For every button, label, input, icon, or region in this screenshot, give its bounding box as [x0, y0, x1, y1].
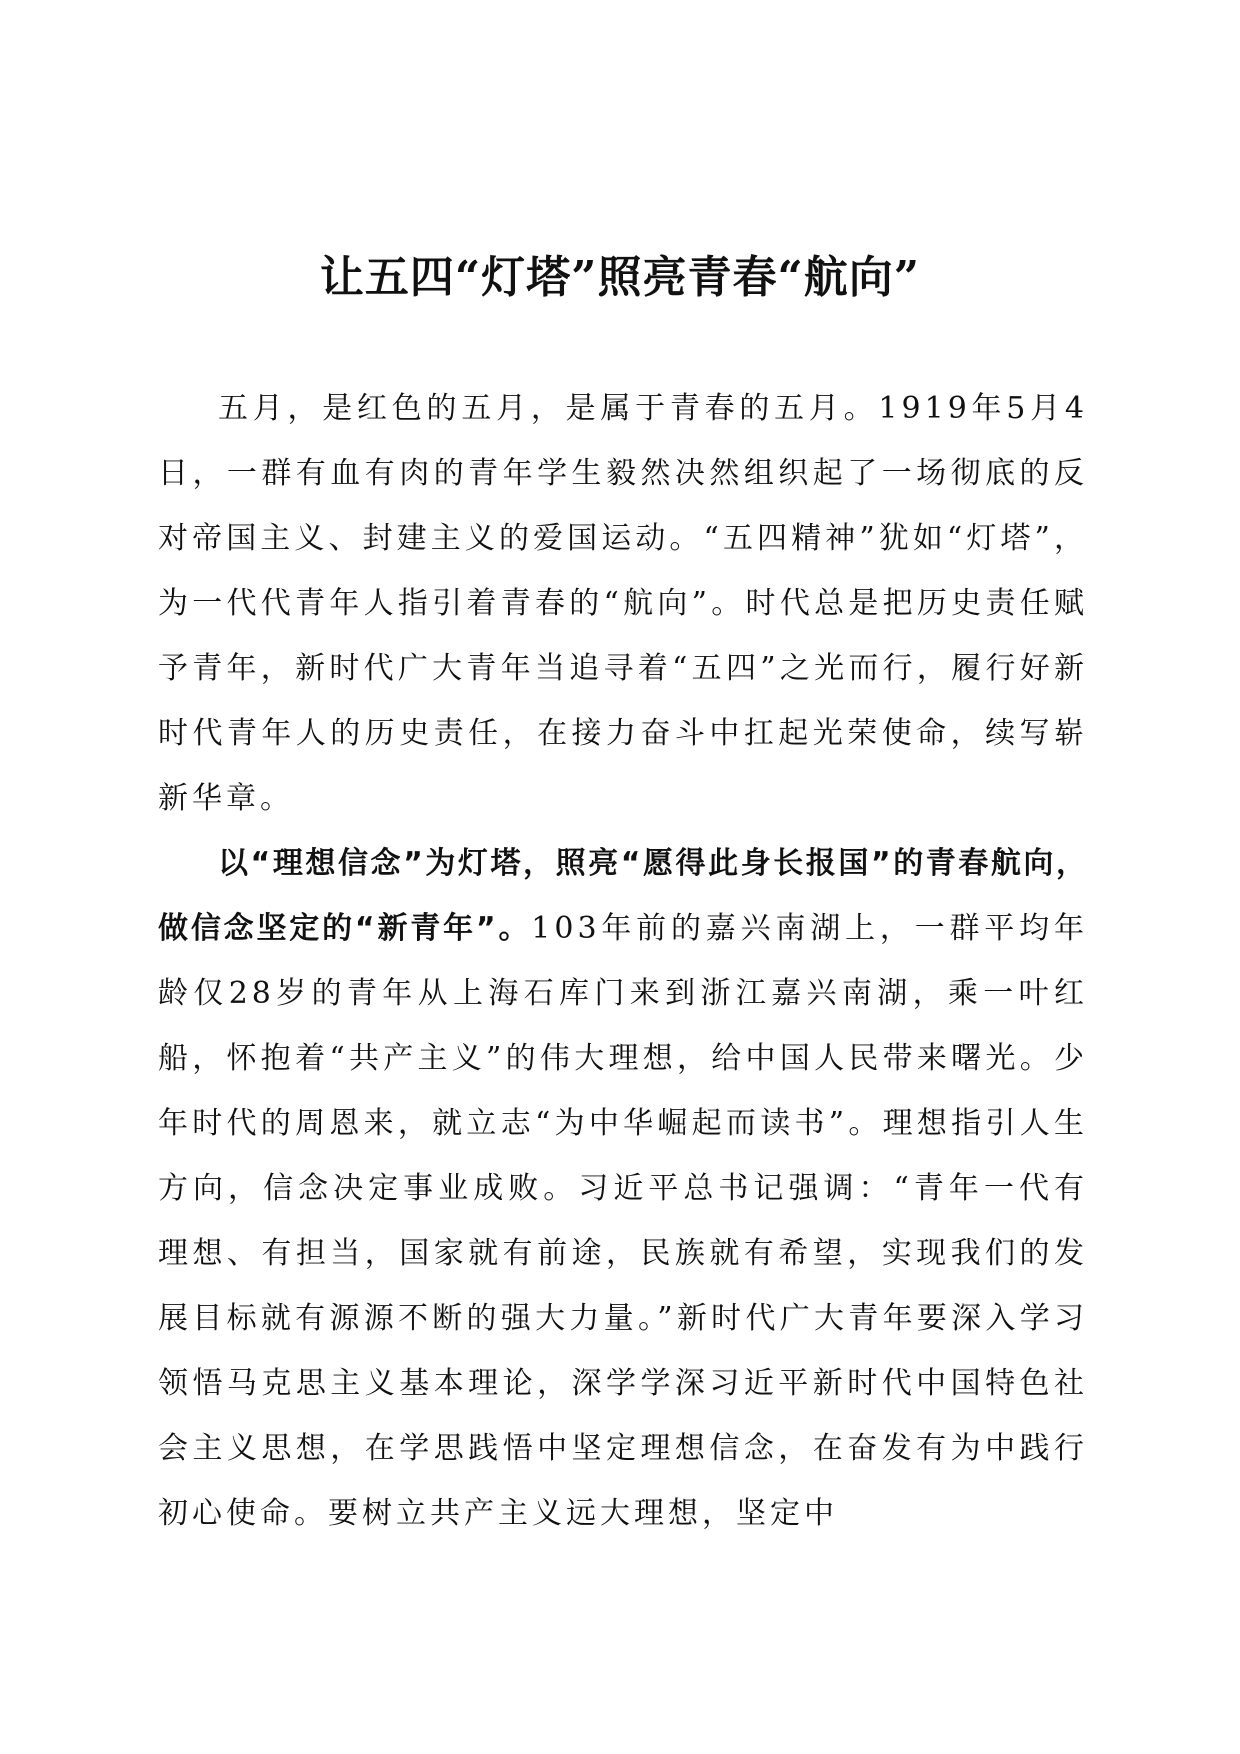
paragraph-1-text: 五月，是红色的五月，是属于青春的五月。1919年5月4日，一群有血有肉的青年学生毅然决然组织起了一场彻底的反对帝国主义、封建主义的爱国运动。“五四精神”犹如“灯塔”，为一代代青年人指引着青春的“航向”。时代总是把历史责任赋予青年，新时代广大青年当追寻着“五四”之光而行，履行好新时代青年人的历史责任，在接力奋斗中扛起光荣使命，续写崭新华章。: [158, 391, 1088, 816]
paragraph-2: [158, 831, 1088, 1546]
paragraph-2-text: 103年前的嘉兴南湖上，一群平均年龄仅28岁的青年从上海石库门来到浙江嘉兴南湖，乘一叶红船，怀抱着“共产主义”的伟大理想，给中国人民带来曙光。少年时代的周恩来，就立志“为中华崛起而读书”。理想指引人生方向，信念决定事业成败。习近平总书记强调：“青年一代有理想、有担当，国家就有前途，民族就有希望，实现我们的发展目标就有源源不断的强大力量。”新时代广大青年要深入学习领悟马克思主义基本理论，深学学深习近平新时代中国特色社会主义思想，在学思践悟中坚定理想信念，在奋发有为中践行初心使命。要树立共产主义远大理想，坚定中: [158, 911, 1088, 1531]
document-body: [158, 376, 1088, 1546]
paragraph-1: [158, 376, 1088, 831]
document-title: 让五四“灯塔”照亮青春“航向”: [319, 252, 921, 303]
paragraph-2-lead: 以“理想信念”为灯塔，照亮“愿得此身长报国”的青春航向，做信念坚定的“新青年”。: [158, 846, 1088, 946]
